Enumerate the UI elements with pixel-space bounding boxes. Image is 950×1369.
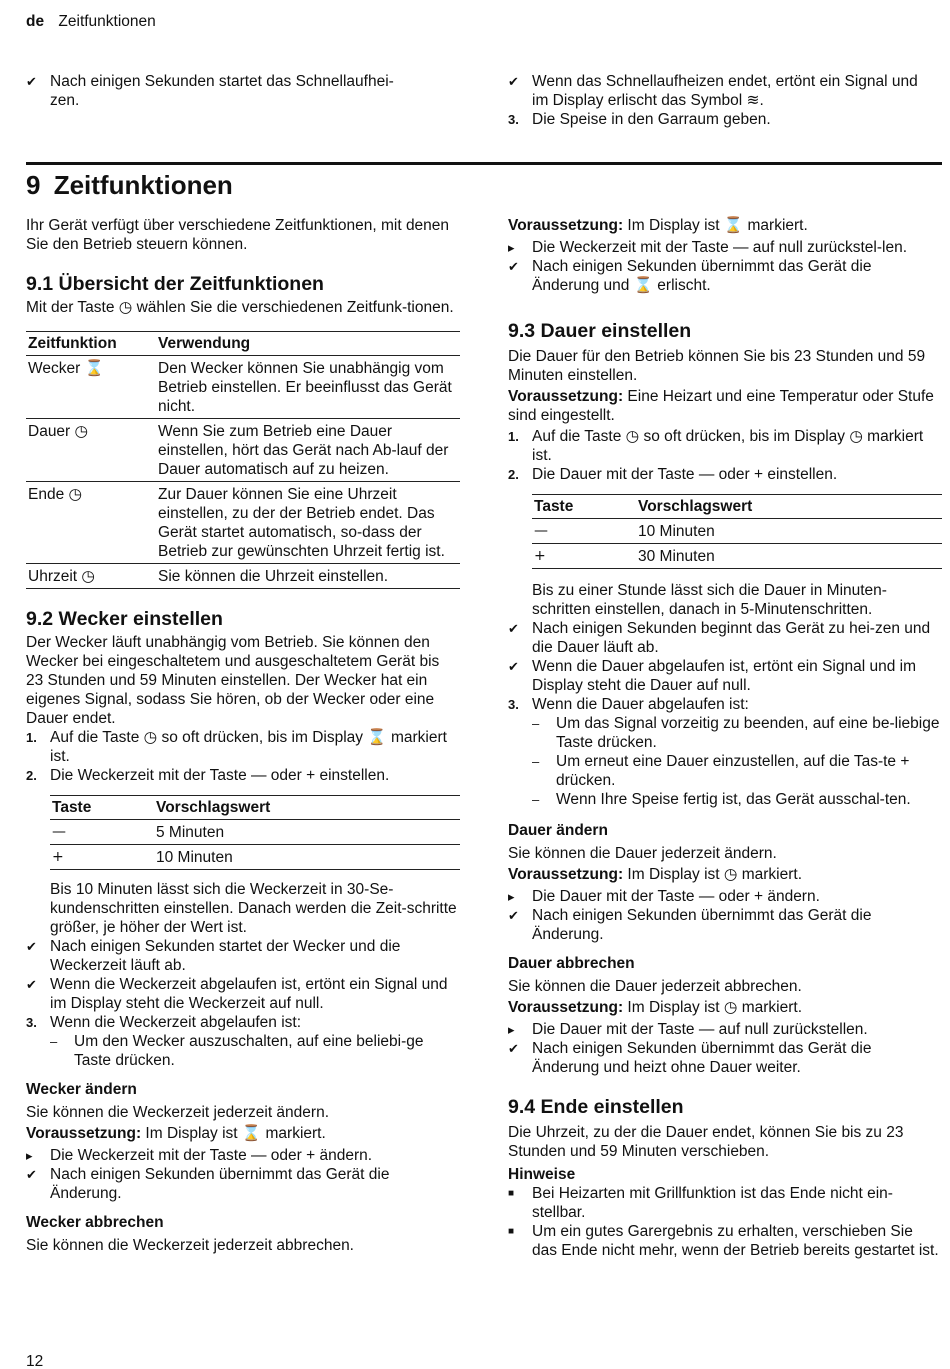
function-cell: Dauer ◷ xyxy=(26,419,156,482)
value-cell: 5 Minuten xyxy=(154,820,460,845)
section-9-4-text: Die Uhrzeit, zu der die Dauer endet, können Sie bis zu 23 Stunden und 59 Minuten verschieben. xyxy=(508,1124,904,1160)
duration-cancel-text: Sie können die Dauer jederzeit abbrechen. xyxy=(508,978,802,995)
step-number: 1. xyxy=(508,429,519,444)
table-row xyxy=(26,419,460,482)
result-text: Wenn das Schnellaufheizen endet, ertönt ein Signal und im Display erlischt das Symbol ≋. xyxy=(532,73,918,109)
check-icon: ✔ xyxy=(508,74,519,89)
column-header: Taste xyxy=(50,796,154,820)
chapter-number: 9 xyxy=(26,170,41,200)
language-code: de xyxy=(26,13,45,30)
check-icon: ✔ xyxy=(26,939,37,954)
dash-item xyxy=(508,790,942,809)
column-header: Zeitfunktion xyxy=(26,332,156,356)
dash-item xyxy=(508,752,942,790)
table-row xyxy=(532,519,942,544)
precondition-label: Voraussetzung: xyxy=(508,217,624,234)
usage-cell: Zur Dauer können Sie eine Uhrzeit einstellen, zu der der Betrieb endet. Das Gerät startet automatisch, so-dass der Betrieb zur gewünschten Uhrzeit fertig ist. xyxy=(156,482,460,564)
chapter-intro: Ihr Gerät verfügt über verschiedene Zeitfunktionen, mit denen Sie den Betrieb steuern können. xyxy=(26,217,450,253)
check-icon: ✔ xyxy=(508,659,519,674)
section-9-2-text: Der Wecker läuft unabhängig vom Betrieb. Sie können den Wecker bei eingeschaltetem und ausgeschaltetem Gerät bis 23 Stunden und 59 Minuten einstellen. Der Wecker hat ein eigenes Signal, sodass Sie hören, ob der Wecker oder eine Dauer endet. xyxy=(26,634,440,727)
arrow-icon: ▸ xyxy=(508,889,515,904)
duration-cancel-precondition xyxy=(508,998,942,1017)
column-header: Verwendung xyxy=(156,332,460,356)
chapter-title: Zeitfunktionen xyxy=(53,170,233,200)
action-item xyxy=(26,1146,460,1165)
plus-key-cell: + xyxy=(50,845,154,870)
arrow-icon: ▸ xyxy=(508,1022,515,1037)
alarm-cancel-text: Sie können die Weckerzeit jederzeit abbrechen. xyxy=(26,1237,354,1254)
duration-change-text: Sie können die Dauer jederzeit ändern. xyxy=(508,845,777,862)
action-item xyxy=(508,1020,942,1039)
precondition-text: Eine Heizart und eine Temperatur oder Stufe sind eingestellt. xyxy=(508,388,934,424)
chapter-rule xyxy=(26,162,942,165)
duration-note: Bis zu einer Stunde lässt sich die Dauer in Minuten-schritten einstellen, danach in 5-Minutenschritten. xyxy=(532,582,887,618)
page-header xyxy=(26,12,156,31)
hint-text: Bei Heizarten mit Grillfunktion ist das Ende nicht ein-stellbar. xyxy=(532,1185,893,1221)
arrow-icon: ▸ xyxy=(508,240,515,255)
result-text: Nach einigen Sekunden übernimmt das Gerät die Änderung. xyxy=(532,907,872,943)
arrow-icon: ▸ xyxy=(26,1148,33,1163)
right-column xyxy=(508,216,942,1260)
step-text: Wenn die Dauer abgelaufen ist: xyxy=(532,696,749,713)
hint-item xyxy=(508,1184,942,1222)
action-text: Die Weckerzeit mit der Taste — oder + ändern. xyxy=(50,1147,373,1164)
table-row xyxy=(50,820,460,845)
top-left-block xyxy=(26,72,446,110)
column-header: Vorschlagswert xyxy=(154,796,460,820)
check-icon: ✔ xyxy=(26,1167,37,1182)
time-functions-table xyxy=(26,331,460,589)
result-text: Nach einigen Sekunden übernimmt das Gerät die Änderung und heizt ohne Dauer weiter. xyxy=(532,1040,872,1076)
page-number: 12 xyxy=(26,1353,44,1369)
dash-text: Um den Wecker auszuschalten, auf eine beliebi-ge Taste drücken. xyxy=(74,1033,424,1069)
check-icon: ✔ xyxy=(26,977,37,992)
result-item xyxy=(26,975,460,1013)
dash-mark: – xyxy=(50,1034,58,1049)
result-item xyxy=(26,1165,460,1203)
step-text: Wenn die Weckerzeit abgelaufen ist: xyxy=(50,1014,302,1031)
bullet-icon: ■ xyxy=(508,1226,515,1237)
value-cell: 10 Minuten xyxy=(154,845,460,870)
result-text: Wenn die Dauer abgelaufen ist, ertönt ein Signal und im Display steht die Dauer auf null. xyxy=(532,658,917,694)
step-text: Die Speise in den Garraum geben. xyxy=(532,111,771,128)
bullet-icon: ■ xyxy=(508,1188,515,1199)
precondition-text: Im Display ist ◷ markiert. xyxy=(623,999,803,1016)
dash-text: Um das Signal vorzeitig zu beenden, auf eine be-liebige Taste drücken. xyxy=(556,715,940,751)
function-cell: Uhrzeit ◷ xyxy=(26,564,156,589)
result-text: Nach einigen Sekunden beginnt das Gerät zu hei-zen und die Dauer läuft ab. xyxy=(532,620,931,656)
precondition-text: Im Display ist ⌛ markiert. xyxy=(141,1125,326,1142)
result-item xyxy=(508,906,942,944)
action-text: Die Dauer mit der Taste — oder + ändern. xyxy=(532,888,820,905)
step-item xyxy=(508,695,942,714)
alarm-cancel-precondition xyxy=(508,216,942,235)
result-text: Wenn die Weckerzeit abgelaufen ist, ertönt ein Signal und im Display steht die Weckerzeit auf null. xyxy=(50,976,448,1012)
hint-item xyxy=(508,1222,942,1260)
duration-values-table xyxy=(532,494,942,569)
value-cell: 10 Minuten xyxy=(636,519,942,544)
table-row xyxy=(26,356,460,419)
usage-cell: Sie können die Uhrzeit einstellen. xyxy=(156,564,460,589)
hints-title: Hinweise xyxy=(508,1166,576,1183)
dash-mark: – xyxy=(532,754,540,769)
step-number: 2. xyxy=(26,768,37,783)
alarm-change-title: Wecker ändern xyxy=(26,1081,137,1098)
hint-text: Um ein gutes Garergebnis zu erhalten, verschieben Sie das Ende nicht mehr, wenn der Betrieb bereits gestartet ist. xyxy=(532,1223,939,1259)
alarm-change-precondition xyxy=(26,1124,460,1143)
dash-mark: – xyxy=(532,716,540,731)
precondition-label: Voraussetzung: xyxy=(508,388,624,405)
step-number: 3. xyxy=(508,697,519,712)
alarm-values-table xyxy=(50,795,460,870)
result-item xyxy=(508,257,942,295)
result-text: Nach einigen Sekunden übernimmt das Gerät die Änderung und ⌛ erlischt. xyxy=(532,258,872,294)
step-item xyxy=(26,1013,460,1032)
step-item xyxy=(508,110,938,129)
step-item xyxy=(508,465,942,484)
step-number: 1. xyxy=(26,730,37,745)
precondition-text: Im Display ist ⌛ markiert. xyxy=(623,217,808,234)
duration-precondition xyxy=(508,387,942,425)
table-row xyxy=(26,564,460,589)
step-item xyxy=(508,427,942,465)
duration-change-title: Dauer ändern xyxy=(508,822,608,839)
action-item xyxy=(508,238,942,257)
alarm-change-text: Sie können die Weckerzeit jederzeit ändern. xyxy=(26,1104,329,1121)
column-header: Vorschlagswert xyxy=(636,495,942,519)
result-text: Nach einigen Sekunden startet das Schnellaufhei- zen. xyxy=(50,73,394,109)
dash-item xyxy=(508,714,942,752)
value-cell: 30 Minuten xyxy=(636,544,942,569)
alarm-values-table-wrap xyxy=(26,795,460,870)
section-9-3-text: Die Dauer für den Betrieb können Sie bis 23 Stunden und 59 Minuten einstellen. xyxy=(508,348,926,384)
usage-cell: Den Wecker können Sie unabhängig vom Betrieb einstellen. Er beeinflusst das Gerät nicht. xyxy=(156,356,460,419)
result-text: Nach einigen Sekunden übernimmt das Gerät die Änderung. xyxy=(50,1166,390,1202)
section-9-3-title: 9.3 Dauer einstellen xyxy=(508,320,692,342)
step-number: 3. xyxy=(26,1015,37,1030)
header-section: Zeitfunktionen xyxy=(58,13,156,30)
check-icon: ✔ xyxy=(26,74,37,89)
step-number: 2. xyxy=(508,467,519,482)
step-item xyxy=(26,766,460,785)
result-item xyxy=(508,619,942,657)
table-header-row xyxy=(50,796,460,820)
dash-text: Wenn Ihre Speise fertig ist, das Gerät ausschal-ten. xyxy=(556,791,911,808)
check-icon: ✔ xyxy=(508,1041,519,1056)
section-9-1-text: Mit der Taste ◷ wählen Sie die verschiedenen Zeitfunk-tionen. xyxy=(26,299,454,316)
result-item xyxy=(26,937,460,975)
step-text: Die Weckerzeit mit der Taste — oder + einstellen. xyxy=(50,767,390,784)
duration-cancel-title: Dauer abbrechen xyxy=(508,955,635,972)
check-icon: ✔ xyxy=(508,259,519,274)
precondition-label: Voraussetzung: xyxy=(508,999,624,1016)
check-icon: ✔ xyxy=(508,908,519,923)
step-number: 3. xyxy=(508,112,519,127)
section-9-4-title: 9.4 Ende einstellen xyxy=(508,1096,684,1118)
action-text: Die Weckerzeit mit der Taste — auf null zurückstel-len. xyxy=(532,239,908,256)
result-item xyxy=(26,72,446,110)
chapter-heading xyxy=(26,170,233,200)
result-item xyxy=(508,72,938,110)
function-cell: Wecker ⌛ xyxy=(26,356,156,419)
result-item xyxy=(508,1039,942,1077)
result-text: Nach einigen Sekunden startet der Wecker und die Weckerzeit läuft ab. xyxy=(50,938,401,974)
step-item xyxy=(26,728,460,766)
dash-mark: – xyxy=(532,792,540,807)
alarm-note: Bis 10 Minuten lässt sich die Weckerzeit in 30-Se-kundenschritten einstellen. Danach werden die Zeit-schritte größer, je höher der Wert ist. xyxy=(50,881,457,936)
alarm-cancel-title: Wecker abbrechen xyxy=(26,1214,164,1231)
plus-key-cell: + xyxy=(532,544,636,569)
action-text: Die Dauer mit der Taste — auf null zurückstellen. xyxy=(532,1021,868,1038)
dash-item xyxy=(26,1032,460,1070)
precondition-text: Im Display ist ◷ markiert. xyxy=(623,866,803,883)
table-header-row xyxy=(532,495,942,519)
duration-change-precondition xyxy=(508,865,942,884)
minus-key-cell: — xyxy=(50,820,154,845)
function-cell: Ende ◷ xyxy=(26,482,156,564)
step-text: Auf die Taste ◷ so oft drücken, bis im Display ⌛ markiert ist. xyxy=(50,729,447,765)
dash-text: Um erneut eine Dauer einzustellen, auf die Tas-te + drücken. xyxy=(556,753,910,789)
table-row xyxy=(26,482,460,564)
minus-key-cell: — xyxy=(532,519,636,544)
check-icon: ✔ xyxy=(508,621,519,636)
left-column xyxy=(26,216,460,1255)
precondition-label: Voraussetzung: xyxy=(508,866,624,883)
step-text: Auf die Taste ◷ so oft drücken, bis im Display ◷ markiert ist. xyxy=(532,428,924,464)
duration-values-table-wrap xyxy=(508,494,942,569)
table-header-row xyxy=(26,332,460,356)
section-9-2-title: 9.2 Wecker einstellen xyxy=(26,608,223,630)
table-row xyxy=(50,845,460,870)
column-header: Taste xyxy=(532,495,636,519)
action-item xyxy=(508,887,942,906)
top-right-block xyxy=(508,72,938,129)
section-9-1-title: 9.1 Übersicht der Zeitfunktionen xyxy=(26,273,324,295)
usage-cell: Wenn Sie zum Betrieb eine Dauer einstellen, hört das Gerät nach Ab-lauf der Dauer automatisch auf zu heizen. xyxy=(156,419,460,482)
result-item xyxy=(508,657,942,695)
precondition-label: Voraussetzung: xyxy=(26,1125,142,1142)
step-text: Die Dauer mit der Taste — oder + einstellen. xyxy=(532,466,838,483)
table-row xyxy=(532,544,942,569)
